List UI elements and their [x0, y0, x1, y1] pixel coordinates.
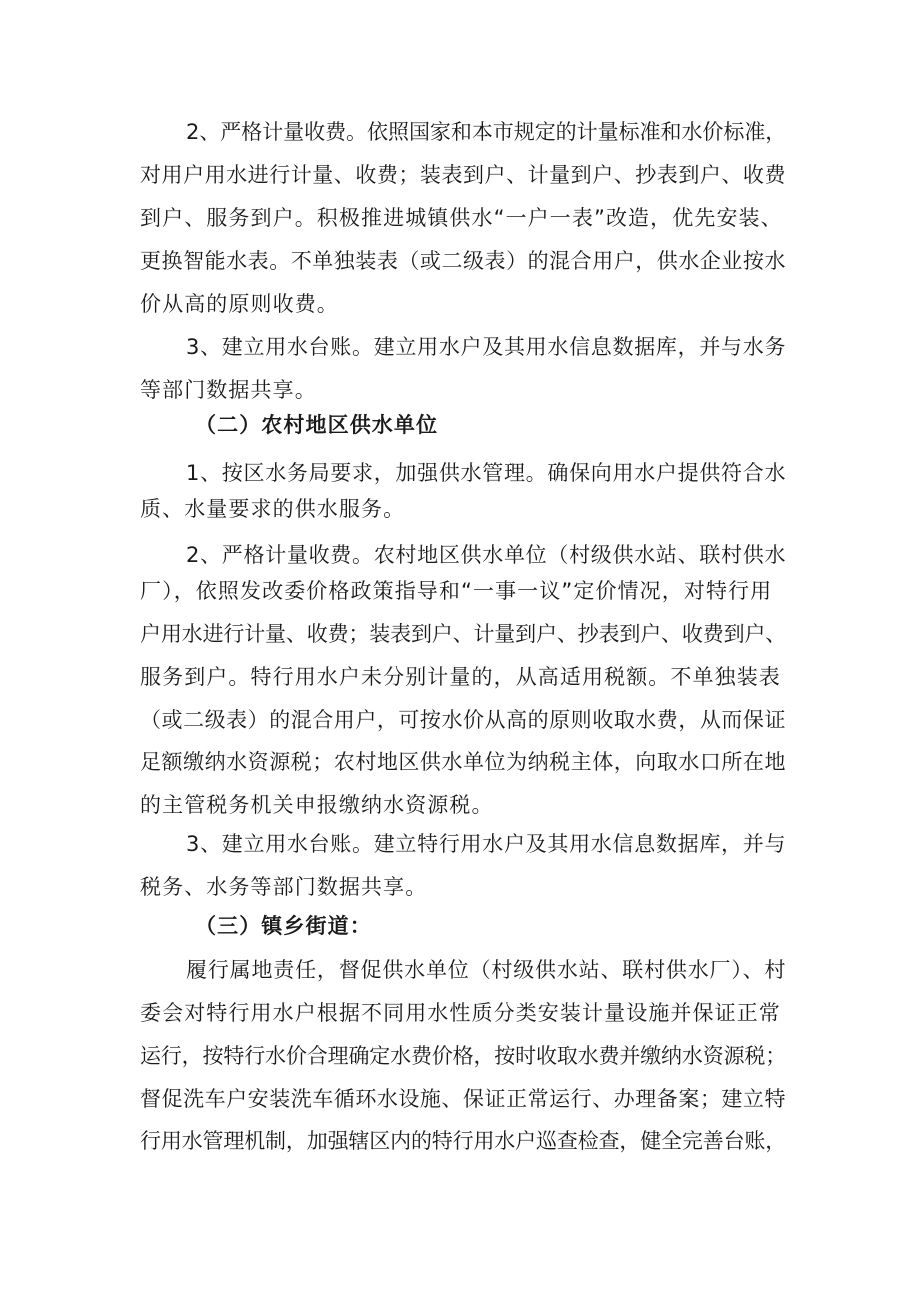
- paragraph-line: 2、严格计量收费。依照国家和本市规定的计量标准和水价标准，: [186, 120, 787, 144]
- paragraph-line: （或二级表）的混合用户，可按水价从高的原则收取水费，从而保证: [140, 708, 786, 732]
- paragraph-line: 督促洗车户安装洗车循环水设施、保证正常运行、办理备案；建立特: [140, 1087, 786, 1111]
- paragraph-line: 委会对特行用水户根据不同用水性质分类安装计量设施并保证正常: [140, 1001, 781, 1025]
- paragraph-line: 2、严格计量收费。农村地区供水单位（村级供水站、联村供水: [186, 543, 787, 567]
- paragraph-line: 等部门数据共享。: [140, 378, 317, 402]
- paragraph-line: 对用户用水进行计量、收费；装表到户、计量到户、抄表到户、收费: [140, 163, 786, 187]
- paragraph-line: 更换智能水表。不单独装表（或二级表）的混合用户，供水企业按水: [140, 249, 786, 273]
- paragraph-line: 服务到户。特行用水户未分别计量的，从高适用税额。不单独装表: [140, 665, 781, 689]
- paragraph-line: 行用水管理机制，加强辖区内的特行用水户巡查检查，健全完善台账，: [140, 1129, 787, 1153]
- paragraph-line: 的主管税务机关申报缴纳水资源税。: [140, 793, 494, 817]
- paragraph-line: 1、按区水务局要求，加强供水管理。确保向用水户提供符合水: [186, 461, 787, 485]
- paragraph-line: 运行，按特行水价合理确定水费价格，按时收取水费并缴纳水资源税；: [140, 1044, 787, 1068]
- paragraph-line: 户用水进行计量、收费；装表到户、计量到户、抄表到户、收费到户、: [140, 622, 787, 646]
- paragraph-line: 3、建立用水台账。建立特行用水户及其用水信息数据库，并与: [186, 832, 787, 856]
- section-heading: （二）农村地区供水单位: [195, 413, 439, 437]
- paragraph-line: 厂），依照发改委价格政策指导和“一事一议”定价情况，对特行用: [140, 579, 773, 603]
- section-heading: （三）镇乡街道：: [195, 914, 372, 938]
- paragraph-line: 质、水量要求的供水服务。: [140, 497, 406, 521]
- paragraph-line: 3、建立用水台账。建立用水户及其用水信息数据库，并与水务: [186, 335, 787, 359]
- paragraph-line: 到户、服务到户。积极推进城镇供水“一户一表”改造，优先安装、: [140, 206, 783, 230]
- paragraph-line: 价从高的原则收费。: [140, 292, 339, 316]
- paragraph-line: 履行属地责任，督促供水单位（村级供水站、联村供水厂）、村: [186, 958, 787, 982]
- paragraph-line: 足额缴纳水资源税；农村地区供水单位为纳税主体，向取水口所在地: [140, 750, 786, 774]
- paragraph-line: 税务、水务等部门数据共享。: [140, 875, 428, 899]
